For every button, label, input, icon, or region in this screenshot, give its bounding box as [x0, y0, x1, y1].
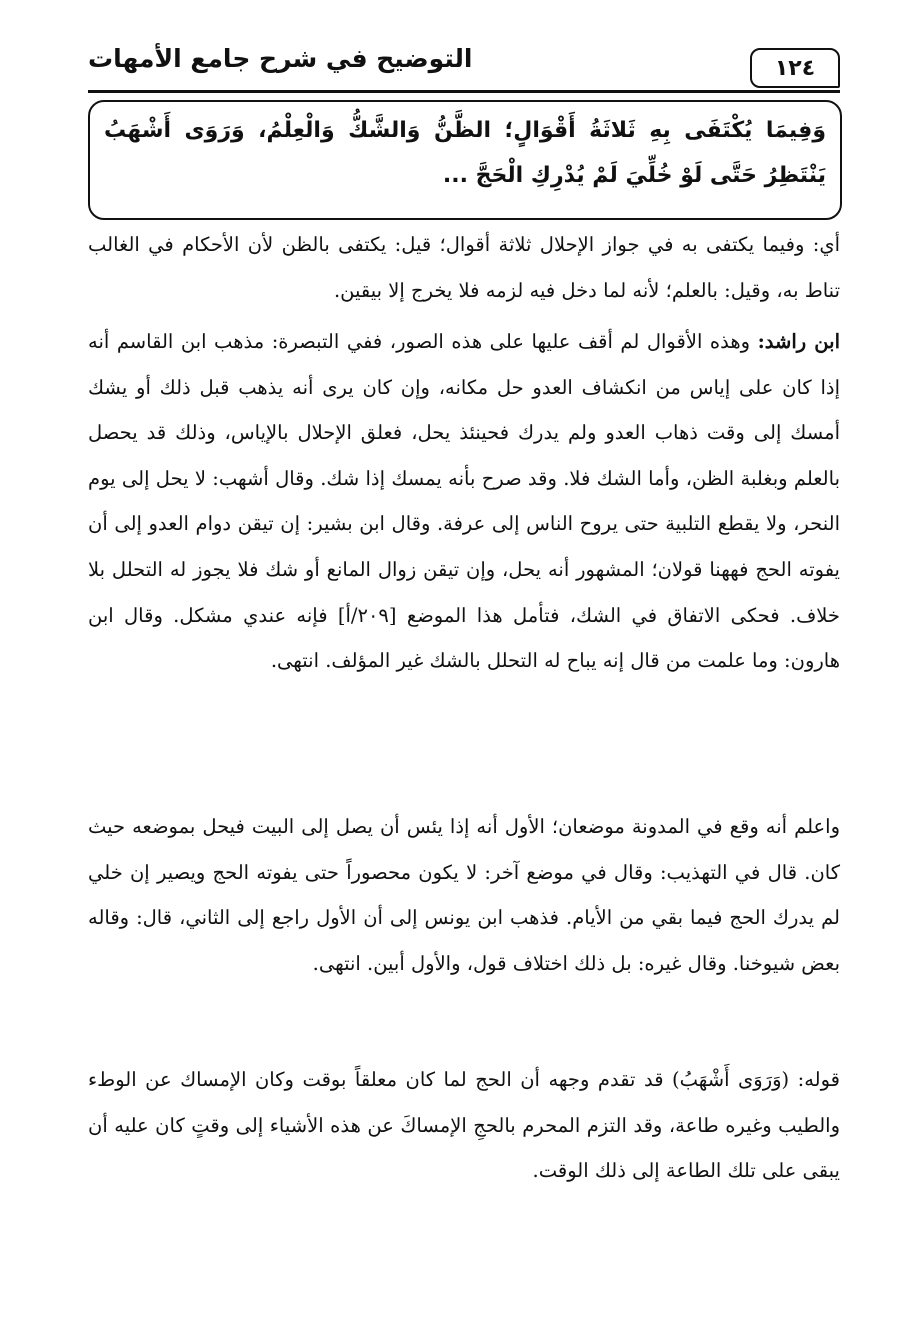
- paragraph-text: وهذه الأقوال لم أقف عليها على هذه الصور، ففي التبصرة: مذهب ابن القاسم أنه إذا كان على إياس من انكشاف العدو حل مكانه، وإن كان يرى أنه يذهب قبل ذلك أو يشك أمسك إلى وقت ذهاب العدو ولم يدرك فحينئذ يحل، فعلق الإحلال بالإياس، وذلك قد يحصل بالعلم وبغلبة الظن، وأما الشك فلا. وقد صرح بأنه يمسك إذا شك. وقال أشهب: لا يحل إلى يوم النحر، ولا يقطع التلبية حتى يروح الناس إلى عرفة. وقال ابن بشير: إن تيقن دوام العدو إلى أن يفوته الحج فههنا قولان؛ المشهور أنه يحل، وإن تيقن زوال المانع أو شك فلا يجوز له التحلل بلا خلاف. فحكى الاتفاق في الشك، فتأمل هذا الموضع [٢٠٩/أ] فإنه عندي مشكل. وقال ابن هارون: وما علمت من قال إنه يباح له التحلل بالشك غير المؤلف. انتهى.: [88, 330, 840, 673]
- paragraph-text: أي: وفيما يكتفى به في جواز الإحلال ثلاثة أقوال؛ قيل: يكتفى بالظن لأن الأحكام في الغالب تناط به، وقيل: بالعلم؛ لأنه لما دخل فيه لزمه فلا يخرج إلا بيقين.: [88, 233, 840, 302]
- speaker-label: ابن راشد:: [757, 330, 840, 353]
- header-rule: [88, 90, 840, 93]
- matn-text: وَفِيمَا يُكْتَفَى بِهِ ثَلاثَةُ أَقْوَالٍ؛ الظَّنُّ وَالشَّكُّ وَالْعِلْمُ، وَرَوَى أَشْهَبُ يَنْتَظِرُ حَتَّى لَوْ خُلِّيَ لَمْ يُدْرِكِ الْحَجَّ ...: [104, 118, 826, 188]
- matn-box: [88, 100, 842, 220]
- paragraph-text: واعلم أنه وقع في المدونة موضعان؛ الأول أنه إذا يئس أن يصل إلى البيت فيحل بموضعه حيث كان. قال في التهذيب: وقال في موضع آخر: لا يكون محصوراً حتى يفوته الحج ويصير إن خلي لم يدرك الحج فيما بقي من الأيام. فذهب ابن يونس إلى أن الأول راجع إلى الثاني، قال: وقاله بعض شيوخنا. وقال غيره: بل ذلك اختلاف قول، والأول أبين. انتهى.: [88, 815, 840, 975]
- page-number: ١٢٤: [750, 48, 840, 88]
- commentary-paragraph-2: [88, 319, 840, 684]
- commentary-paragraph-4: [88, 1057, 840, 1194]
- commentary-paragraph-1: [88, 222, 840, 313]
- commentary-paragraph-3: [88, 804, 840, 986]
- page-header: [88, 40, 840, 92]
- paragraph-text: قوله: (وَرَوَى أَشْهَبُ) قد تقدم وجهه أن الحج لما كان معلقاً بوقت وكان الإمساك عن الوطء والطيب وغيره طاعة، وقد التزم المحرم بالحجِ الإمساكَ عن هذه الأشياء إلى وقتٍ كان عليه أن يبقى على تلك الطاعة إلى ذلك الوقت.: [88, 1068, 840, 1183]
- book-title: التوضيح في شرح جامع الأمهات: [88, 44, 473, 73]
